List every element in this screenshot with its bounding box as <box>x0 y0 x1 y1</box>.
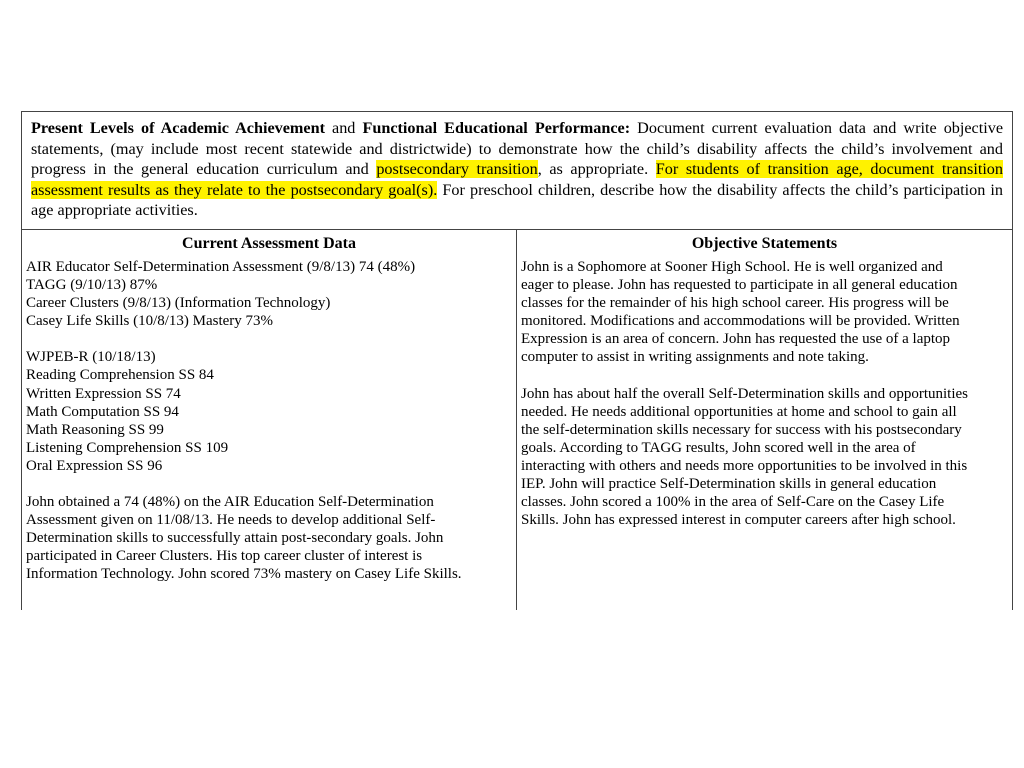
assessment-item: Career Clusters (9/8/13) (Information Technology) <box>26 295 331 312</box>
assessment-item: Oral Expression SS 96 <box>26 457 163 474</box>
assessment-data-column <box>22 230 517 610</box>
assessment-item: Math Computation SS 94 <box>26 403 179 420</box>
title-academic: Present Levels of Academic Achievement <box>31 119 325 137</box>
assessment-item: Reading Comprehension SS 84 <box>26 367 214 384</box>
objective-line: goals. According to TAGG results, John scored well in the area of <box>521 439 916 456</box>
assessment-item: TAGG (9/10/13) 87% <box>26 277 158 294</box>
instruction-text-2: , as appropriate. <box>537 160 656 179</box>
assessment-summary <box>26 493 512 583</box>
objective-line: John has about half the overall Self-Determination skills and opportunities <box>521 385 968 402</box>
objective-line: monitored. Modifications and accommodations will be provided. Written <box>521 313 960 330</box>
objective-line: classes for the remainder of his high school career. His progress will be <box>521 295 949 312</box>
assessment-item: Written Expression SS 74 <box>26 385 181 402</box>
objective-line: Expression is an area of concern. John has requested the use of a laptop <box>521 331 951 348</box>
summary-line: participated in Career Clusters. His top career cluster of interest is <box>26 548 423 565</box>
highlight-transition-age: For students of transition age, document transition assessment results as they relate to the postsecondary goal(s). <box>31 160 1003 199</box>
objective-line: interacting with others and needs more opportunities to be involved in this <box>521 457 968 474</box>
objective-line: IEP. John will practice Self-Determination skills in general education <box>521 476 937 492</box>
assessment-item: Listening Comprehension SS 109 <box>26 439 229 456</box>
assessment-list-2 <box>26 348 512 475</box>
objective-line: needed. He needs additional opportunities at home and school to gain all <box>521 403 957 420</box>
objective-statements-heading: Objective Statements <box>691 234 838 252</box>
objective-paragraph-2 <box>521 385 1008 530</box>
objective-line: computer to assist in writing assignments and note taking. <box>521 349 869 366</box>
instructions-section <box>22 112 1012 230</box>
summary-line: Information Technology. John scored 73% mastery on Casey Life Skills. <box>26 566 462 583</box>
highlight-postsecondary: postsecondary transition <box>376 160 538 179</box>
objective-paragraph-1 <box>521 258 1008 367</box>
assessment-item: AIR Educator Self-Determination Assessment (9/8/13) 74 (48%) <box>26 258 416 275</box>
objective-line: Skills. John has expressed interest in computer careers after high school. <box>521 512 956 529</box>
summary-line: Determination skills to successfully attain post-secondary goals. John <box>26 530 444 547</box>
objective-line: classes. John scored a 100% in the area of Self-Care on the Casey Life <box>521 494 945 511</box>
summary-line: Assessment given on 11/08/13. He needs to develop additional Self- <box>26 512 436 529</box>
assessment-item: Casey Life Skills (10/8/13) Mastery 73% <box>26 313 274 330</box>
summary-line: John obtained a 74 (48%) on the AIR Education Self-Determination <box>26 494 434 510</box>
objective-statements-column <box>517 230 1012 610</box>
assessment-item: Math Reasoning SS 99 <box>26 421 164 438</box>
columns-row <box>22 230 1012 610</box>
objective-line: eager to please. John has requested to participate in all general education <box>521 277 958 294</box>
iep-table <box>21 111 1013 610</box>
instruction-text-3: For preschool children, describe how the disability affects the child’s participation in age appropriate activities. <box>31 180 1004 220</box>
objective-line: the self-determination skills necessary for success with his postsecondary <box>521 421 962 438</box>
and-text: and <box>324 119 363 137</box>
objective-line: John is a Sophomore at Sooner High School. He is well organized and <box>521 258 943 275</box>
title-functional: Functional Educational Performance: <box>362 119 631 137</box>
assessment-list-1 <box>26 258 512 330</box>
assessment-item: WJPEB-R (10/18/13) <box>26 349 156 366</box>
instruction-text-1: Document current evaluation data and write objective statements, (may include most recent statewide and districtwide) to demonstrate how the child’s disability affects the child’s involvement and progress in the general education curriculum and <box>31 119 1004 179</box>
assessment-data-heading: Current Assessment Data <box>182 234 356 252</box>
